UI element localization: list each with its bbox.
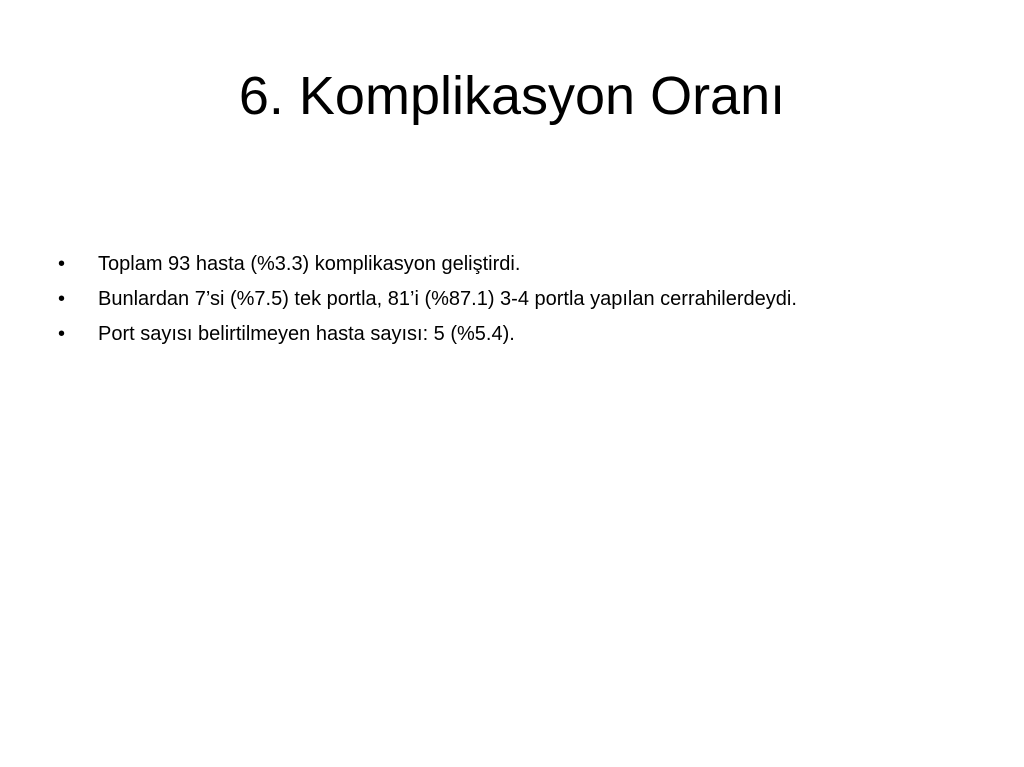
bullet-icon: • (58, 288, 66, 310)
bullet-text: Bunlardan 7’si (%7.5) tek portla, 81’i (%87.1) 3-4 portla yapılan cerrahilerdeydi. (98, 288, 797, 310)
bullet-list (58, 247, 988, 352)
bullet-item (58, 282, 988, 317)
bullet-text: Toplam 93 hasta (%3.3) komplikasyon geliştirdi. (98, 253, 521, 275)
bullet-item (58, 247, 988, 282)
bullet-icon: • (58, 323, 66, 345)
bullet-item (58, 317, 988, 352)
bullet-icon: • (58, 253, 66, 275)
bullet-text: Port sayısı belirtilmeyen hasta sayısı: 5 (%5.4). (98, 323, 515, 345)
slide-title: 6. Komplikasyon Oranı (238, 66, 786, 126)
